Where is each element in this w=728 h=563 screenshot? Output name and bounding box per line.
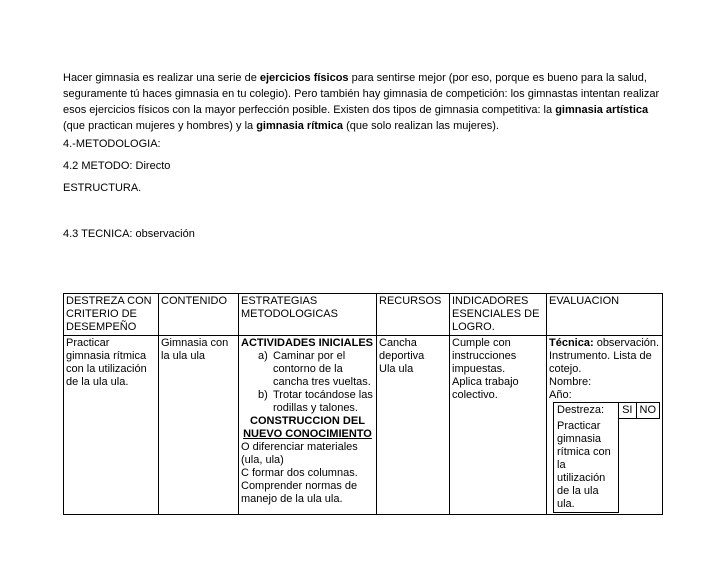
- indicador-item: Aplica trabajo colectivo.: [452, 376, 519, 401]
- header-estrategias: ESTRATEGIAS METODOLOGICAS: [239, 294, 377, 336]
- checklist-row: [554, 403, 660, 419]
- intro-bold-ritmica: gimnasia rítmica: [256, 120, 344, 132]
- table-header-row: [64, 294, 663, 336]
- checklist-row: [554, 419, 660, 513]
- planning-table: [63, 293, 663, 515]
- cell-evaluacion: [547, 336, 663, 515]
- header-destreza: DESTREZA CON CRITERIO DE DESEMPEÑO: [64, 294, 159, 336]
- nuevo-conocimiento-title: NUEVO CONOCIMIENTO: [243, 428, 372, 440]
- table-row: [64, 336, 663, 515]
- checklist-no: NO: [636, 403, 660, 419]
- recurso-item: Ula ula: [379, 363, 414, 375]
- evaluacion-tecnica: Técnica: observación.: [549, 337, 660, 349]
- evaluacion-anio: Año:: [549, 389, 572, 401]
- heading-tecnica: 4.3 TECNICA: observación: [63, 228, 195, 240]
- actividades-list: [241, 350, 374, 415]
- actividades-iniciales-title: ACTIVIDADES INICIALES: [241, 337, 374, 349]
- heading-metodologia: 4.-METODOLOGIA:: [63, 138, 161, 150]
- intro-paragraph: Hacer gimnasia es realizar una serie de ejercicios físicos para sentirse mejor (por eso, porque es bueno para la salud, seguramente tú haces gimnasia en tu colegio). Pero también hay gimnasia de competición: los gimnastas intentan realizar esos ejercicios físicos con la mayor perfección posible. Existen dos tipos de gimnasia competitiva: la gimnasia artística (que practican mujeres y hombres) y la gimnasia rítmica (que solo realizan las mujeres).: [63, 72, 660, 132]
- checklist-destreza-label: Destreza:: [554, 403, 619, 419]
- estrategia-line-2: C formar dos columnas.: [241, 467, 358, 479]
- recurso-item: Cancha deportiva: [379, 337, 425, 362]
- heading-metodo: 4.2 METODO: Directo: [63, 160, 171, 172]
- cell-destreza: Practicar gimnasia rítmica con la utilización de la ula ula.: [64, 336, 159, 515]
- checklist-si: SI: [619, 403, 636, 419]
- heading-estructura: ESTRUCTURA.: [63, 182, 142, 194]
- evaluacion-nombre: Nombre:: [549, 376, 592, 388]
- checklist-table: [553, 402, 660, 513]
- cell-recursos: [377, 336, 450, 515]
- indicador-item: Cumple con instrucciones impuestas.: [452, 337, 517, 375]
- list-item: b) Trotar tocándose las rodillas y talones.: [258, 389, 373, 414]
- header-recursos: RECURSOS: [377, 294, 450, 336]
- construccion-title: CONSTRUCCION DEL: [250, 415, 365, 427]
- cell-estrategias: [239, 336, 377, 515]
- intro-bold-artistica: gimnasia artística: [555, 104, 649, 116]
- estrategia-line-3: Comprender normas de manejo de la ula ula.: [241, 480, 358, 505]
- header-evaluacion: EVALUACION: [547, 294, 663, 336]
- intro-bold-ejercicios: ejercicios físicos: [259, 72, 349, 84]
- estrategia-line-1: O diferenciar materiales (ula, ula): [241, 441, 358, 466]
- header-contenido: CONTENIDO: [159, 294, 239, 336]
- header-indicadores: INDICADORES ESENCIALES DE LOGRO.: [450, 294, 547, 336]
- list-item: a) Caminar por el contorno de la cancha tres vueltas.: [258, 350, 371, 388]
- cell-indicadores: [450, 336, 547, 515]
- checklist-destreza-text: Practicar gimnasia rítmica con la utilización de la ula ula.: [554, 419, 619, 513]
- cell-contenido: Gimnasia con la ula ula: [159, 336, 239, 515]
- evaluacion-instrumento: Instrumento. Lista de cotejo.: [549, 350, 652, 375]
